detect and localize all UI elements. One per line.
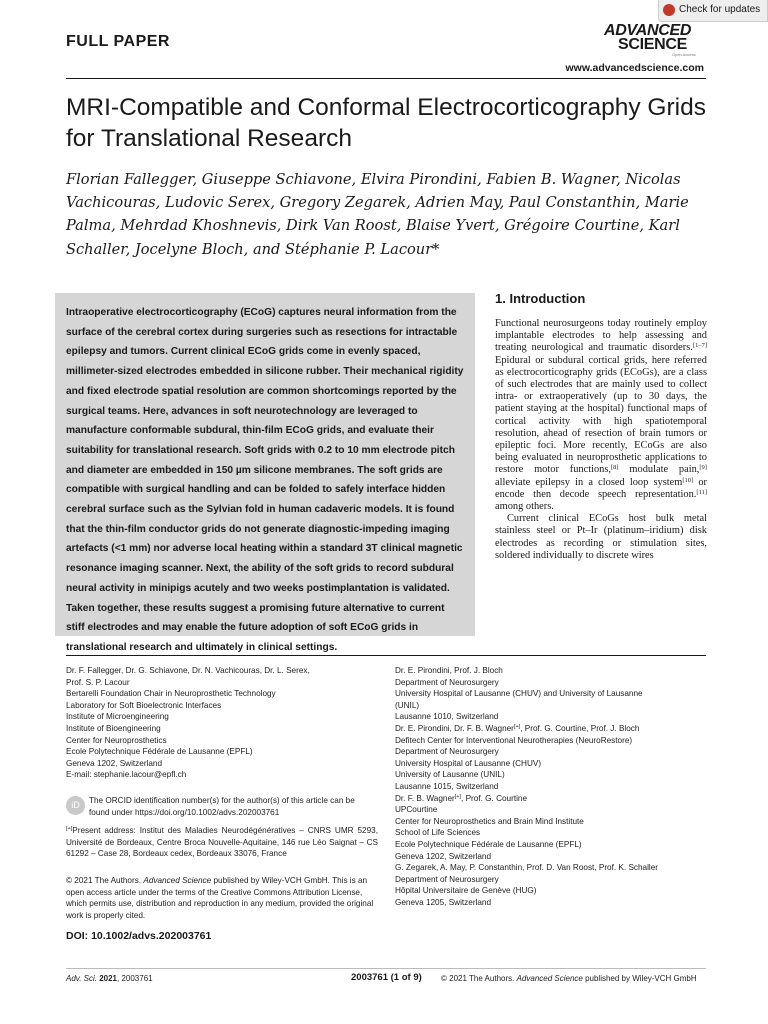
abstract-text: Intraoperative electrocorticography (ECoG) captures neural information from the surface of the cerebral cortex during surgeries such as resections for intractable epilepsy and tumors. Current clinical ECoG grids come in evenly spaced, millimeter-sized electrodes embedded in silicone rubber. Their mechanical rigidity and fixed electrode spatial resolution are common shortcomings reported by the surgical teams. Here, advances in soft neurotechnology are leveraged to manufacture conformable subdural, thin-film ECoG grids, and evaluate their suitability for translational research. Soft grids with 0.2 to 10 mm electrode pitch and diameter are embedded in 150 µm silicone membranes. The soft grids are compatible with surgical handling and can be folded to safely interface hidden cerebral surface such as the Sylvian fold in human cadaveric models. It is found that the thin-film conductor grids do not generate diagnostic-impeding imaging artefacts (<1 mm) nor adverse local heating within a standard 3T clinical magnetic resonance imaging scanner. Next, the ability of the soft grids to record subdural neural activity in minipigs acutely and two weeks postimplantation is validated. Taken together, these results suggest a promising future alternative to current stiff electrodes and may enable the future adoption of soft ECoG grids in translational research and ultimately in clinical settings. bbox=[66, 307, 464, 653]
affiliation-line: Laboratory for Soft Bioelectronic Interfaces bbox=[66, 700, 222, 710]
affiliation-line: Prof. S. P. Lacour bbox=[66, 677, 130, 687]
affiliation-group-3: Dr. F. B. Wagner[+], Prof. G. Courtine UPCourtine Center for Neuroprosthetics and Brain Mind Institute School of Life Sciences Ecole Polytechnique Fédérale de Lausanne (EPFL) Geneva 1202, Switzerland bbox=[395, 793, 584, 861]
present-address-note: [+]Present address: Institut des Maladies Neurodégénératives – CNRS UMR 5293, Université de Bordeaux, Centre Broca Nouvelle-Aquitaine, 146 rue Léo Saignat – CS 61292 – Case 28, Bordeaux cedex, Bordeaux 33076, France bbox=[66, 826, 378, 859]
citation-8[interactable]: [8] bbox=[611, 464, 619, 472]
check-for-updates-label: Check for updates bbox=[679, 4, 761, 15]
affiliation-block-right bbox=[395, 665, 707, 908]
introduction-paragraph-1: Functional neurosurgeons today routinely employ implantable electrodes to help assessing and treating neurological and traumatic disorders.[1–7] Epidural or subdural cortical grids, here referred as electrocorticography grids (ECoGs), are a class of such electrodes that are mainly used to collect intra- or extraoperatively (up to 30 days, the patient staying at the hospital) functional maps of cortical activity with high spatiotemporal resolution, ahead of resection of brain tumors or epileptic foci. More recently, ECoGs are also being evaluated in neuroprosthetic applications to restore motor functions,[8] modulate pain,[9] alleviate epilepsy in a closed loop system[10] or encode then decode speech representation.[11] among others. bbox=[495, 318, 707, 513]
paper-title: MRI-Compatible and Conformal Electrocorticography Grids for Translational Research bbox=[66, 94, 706, 152]
contact-email[interactable]: E-mail: stephanie.lacour@epfl.ch bbox=[66, 770, 187, 780]
affiliation-line: Bertarelli Foundation Chair in Neuroprosthetic Technology bbox=[66, 689, 276, 699]
check-for-updates-button[interactable] bbox=[658, 0, 768, 22]
doi-link[interactable]: DOI: 10.1002/advs.202003761 bbox=[66, 930, 212, 942]
author-list: Florian Fallegger, Giuseppe Schiavone, Elvira Pirondini, Fabien B. Wagner, Nicolas Vachicouras, Ludovic Serex, Gregory Zegarek, Adrien May, Paul Constanthin, Marie Palma, Mehrdad Khoshnevis, Dirk Van Roost, Blaise Yvert, Grégoire Courtine, Karl Schaller, Jocelyne Bloch, and Stéphanie P. Lacour* bbox=[66, 171, 689, 258]
affiliation-divider bbox=[66, 655, 706, 656]
affiliation-group-1: Dr. E. Pirondini, Prof. J. Bloch Department of Neurosurgery University Hospital of Lausanne (CHUV) and University of Lausanne (UNIL) Lausanne 1010, Switzerland bbox=[395, 666, 643, 722]
affiliation-line: Institute of Microengineering bbox=[66, 712, 169, 722]
citation-9[interactable]: [9] bbox=[699, 464, 707, 472]
footer-divider bbox=[66, 968, 706, 969]
journal-website-link[interactable]: www.advancedscience.com bbox=[565, 62, 704, 74]
journal-logo-line1: ADVANCED bbox=[604, 22, 692, 39]
page-number: 2003761 (1 of 9) bbox=[351, 972, 422, 983]
affiliation-line: Dr. F. Fallegger, Dr. G. Schiavone, Dr. N. Vachicouras, Dr. L. Serex, bbox=[66, 666, 310, 675]
affiliation-group-4: G. Zegarek, A. May, P. Constanthin, Prof. D. Van Roost, Prof. K. Schaller Department of Neurosurgery Hôpital Universitaire de Genève (HUG) Geneva 1205, Switzerland bbox=[395, 863, 659, 907]
affiliation-group-2: Dr. E. Pirondini, Dr. F. B. Wagner[+], Prof. G. Courtine, Prof. J. Bloch Defitech Center for Interventional Neurotherapies (NeuroRestore) Department of Neurosurgery University Hospital of Lausanne (CHUV) University of Lausanne (UNIL) Lausanne 1015, Switzerland bbox=[395, 723, 640, 791]
affiliation-line: Center for Neuroprosthetics bbox=[66, 735, 167, 745]
introduction-heading: 1. Introduction bbox=[495, 291, 586, 306]
updates-icon bbox=[663, 4, 675, 16]
affiliation-line: Geneva 1202, Switzerland bbox=[66, 758, 163, 768]
affiliation-block-left bbox=[66, 665, 378, 781]
header-divider bbox=[66, 78, 706, 79]
copyright-notice: © 2021 The Authors. Advanced Science published by Wiley-VCH GmbH. This is an open access article under the terms of the Creative Commons Attribution License, which permits use, distribution and reproduction in any medium, provided the original work is properly cited. bbox=[66, 876, 374, 920]
affiliation-line: Ecole Polytechnique Fédérale de Lausanne (EPFL) bbox=[66, 747, 253, 757]
section-label: FULL PAPER bbox=[66, 33, 170, 50]
journal-logo-line2: SCIENCE bbox=[618, 36, 688, 53]
citation-1-7[interactable]: [1–7] bbox=[692, 342, 707, 350]
footer-citation: Adv. Sci. 2021, 2003761 bbox=[66, 974, 153, 983]
affiliation-line: Institute of Bioengineering bbox=[66, 723, 161, 733]
introduction-body bbox=[495, 318, 707, 562]
journal-logo-line3: Open Access bbox=[672, 52, 696, 57]
citation-11[interactable]: [11] bbox=[696, 488, 707, 496]
introduction-paragraph-2: Current clinical ECoGs host bulk metal stainless steel or Pt–Ir (platinum–iridium) disk electrodes as recording or stimulation sites, soldered individually to discrete wires bbox=[495, 513, 707, 561]
orcid-note: The ORCID identification number(s) for the author(s) of this article can be found under https://doi.org/10.1002/advs.202003761 bbox=[89, 796, 355, 817]
footer-copyright: © 2021 The Authors. Advanced Science published by Wiley-VCH GmbH bbox=[441, 974, 697, 983]
orcid-icon[interactable]: iD bbox=[66, 796, 85, 815]
citation-10[interactable]: [10] bbox=[682, 476, 694, 484]
